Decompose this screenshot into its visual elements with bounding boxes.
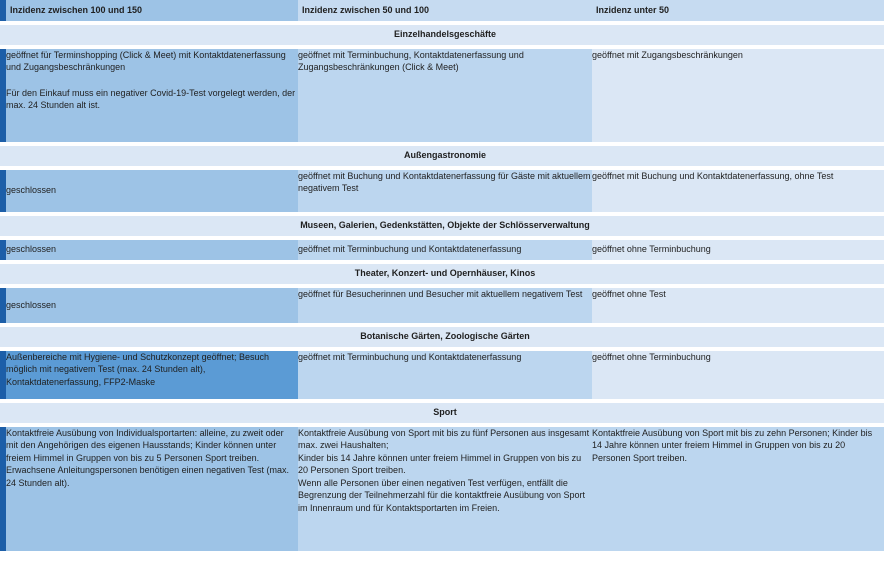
gardens-cell-under-50: geöffnet ohne Terminbuchung	[592, 351, 884, 399]
theaters-row	[0, 288, 884, 323]
section-title-theaters: Theater, Konzert- und Opernhäuser, Kinos	[6, 264, 884, 284]
section-title-outdoor-dining: Außengastronomie	[6, 146, 884, 166]
sport-cell-100-150: Kontaktfreie Ausübung von Individualsportarten: alleine, zu zweit oder mit den Angehörigen des eigenen Hausstands; Kinder können unter freiem Himmel in Gruppen von bis zu 5 Personen Sport treiben. Erwachsene Anleitungspersonen benötigen einen negativen Test (max. 24 Stunden alt).	[6, 427, 298, 551]
dining-cell-100-150: geschlossen	[6, 170, 298, 212]
theaters-cell-100-150: geschlossen	[6, 288, 298, 323]
sport-row	[0, 427, 884, 551]
gardens-cell-100-150: Außenbereiche mit Hygiene- und Schutzkonzept geöffnet; Besuch möglich mit negativem Test (max. 24 Stunden alt), Kontaktdatenerfassung, FFP2-Maske	[6, 351, 298, 399]
sport-text-2: Kinder bis 14 Jahre können unter freiem Himmel in Gruppen von bis zu 20 Personen Sport treiben.	[298, 452, 582, 475]
gardens-row	[0, 351, 884, 399]
sport-cell-under-50: Kontaktfreie Ausübung von Sport mit bis zu zehn Personen; Kinder bis 14 Jahre können unter freiem Himmel in Gruppen von bis zu 20 Personen Sport treiben.	[592, 427, 884, 551]
dining-cell-50-100: geöffnet mit Buchung und Kontaktdatenerfassung für Gäste mit aktuellem negativem Test	[298, 170, 592, 212]
header-incidence-under-50: Inzidenz unter 50	[592, 0, 884, 21]
retail-cell-100-150	[6, 49, 298, 142]
museums-cell-under-50: geöffnet ohne Terminbuchung	[592, 240, 884, 260]
museums-cell-50-100: geöffnet mit Terminbuchung und Kontaktdatenerfassung	[298, 240, 592, 260]
retail-row	[0, 49, 884, 142]
museums-cell-100-150: geschlossen	[6, 240, 298, 260]
section-title-sport: Sport	[6, 403, 884, 423]
retail-cell-50-100: geöffnet mit Terminbuchung, Kontaktdatenerfassung und Zugangsbeschränkungen (Click & Meet)	[298, 49, 592, 142]
gardens-cell-50-100: geöffnet mit Terminbuchung und Kontaktdatenerfassung	[298, 351, 592, 399]
sport-cell-50-100	[298, 427, 592, 551]
sport-text-3: Wenn alle Personen über einen negativen Test verfügen, entfällt die Begrenzung der Teilnehmerzahl für die kontaktfreie Ausübung von Sport im Innenraum und für Kontaktsportarten im Freien.	[298, 477, 586, 513]
sport-text-1: Kontaktfreie Ausübung von Sport mit bis zu fünf Personen aus insgesamt max. zwei Haushalten;	[298, 427, 590, 450]
theaters-cell-under-50: geöffnet ohne Test	[592, 288, 884, 323]
museums-row	[0, 240, 884, 260]
header-row	[0, 0, 884, 21]
section-header-row	[0, 327, 884, 347]
retail-text-2: Für den Einkauf muss ein negativer Covid-19-Test vorgelegt werden, der max. 24 Stunden alt ist.	[6, 87, 296, 110]
section-header-row	[0, 25, 884, 45]
dining-cell-under-50: geöffnet mit Buchung und Kontaktdatenerfassung, ohne Test	[592, 170, 884, 212]
header-incidence-100-150: Inzidenz zwischen 100 und 150	[6, 0, 298, 21]
section-header-row	[0, 264, 884, 284]
section-title-museums: Museen, Galerien, Gedenkstätten, Objekte der Schlösserverwaltung	[6, 216, 884, 236]
dining-row	[0, 170, 884, 212]
section-header-row	[0, 146, 884, 166]
retail-text-1: geöffnet für Terminshopping (Click & Meet) mit Kontaktdatenerfassung und Zugangsbeschränkungen	[6, 49, 286, 72]
section-header-row	[0, 216, 884, 236]
header-incidence-50-100: Inzidenz zwischen 50 und 100	[298, 0, 592, 21]
theaters-cell-50-100: geöffnet für Besucherinnen und Besucher mit aktuellem negativem Test	[298, 288, 592, 323]
retail-cell-under-50: geöffnet mit Zugangsbeschränkungen	[592, 49, 884, 142]
section-title-gardens-zoos: Botanische Gärten, Zoologische Gärten	[6, 327, 884, 347]
section-header-row	[0, 403, 884, 423]
section-title-retail: Einzelhandelsgeschäfte	[6, 25, 884, 45]
